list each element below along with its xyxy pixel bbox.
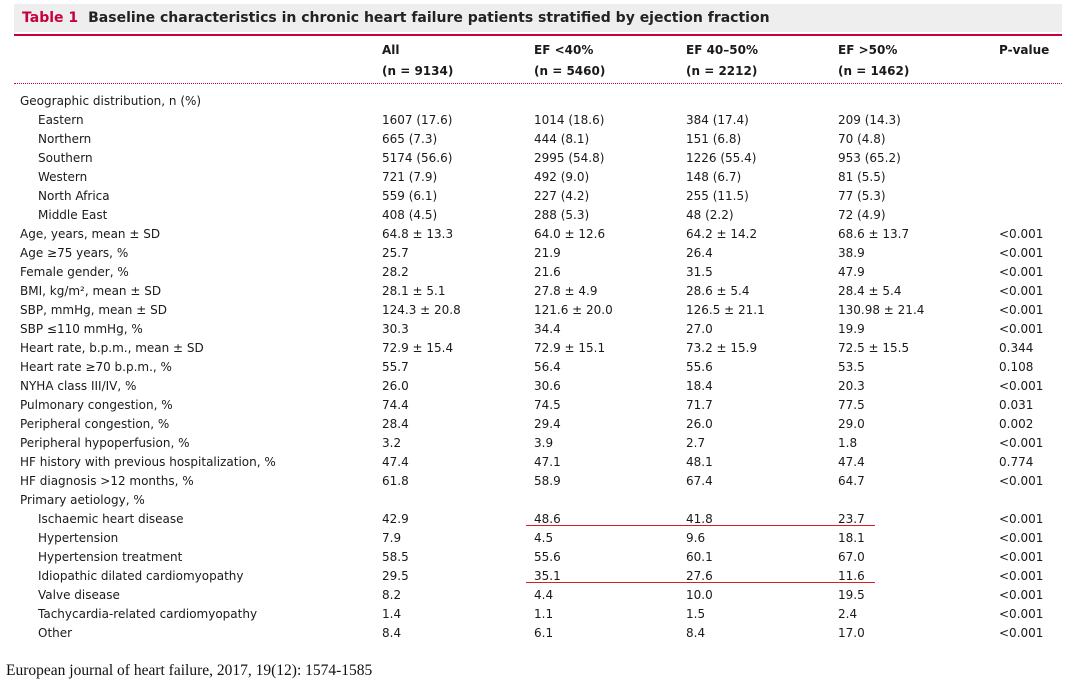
cell-p-value: <0.001: [999, 246, 1044, 260]
cell-ef-low: 48.6: [534, 512, 561, 526]
cell-ef-low: 30.6: [534, 379, 561, 393]
cell-ef-mid: 71.7: [686, 398, 713, 412]
cell-ef-high: 64.7: [838, 474, 865, 488]
cell-ef-high: 130.98 ± 21.4: [838, 303, 925, 317]
cell-all: 8.4: [382, 626, 402, 640]
row-label: Pulmonary congestion, %: [20, 398, 173, 412]
column-header-name: P-value: [999, 43, 1050, 57]
cell-all: 72.9 ± 15.4: [382, 341, 454, 355]
cell-ef-high: 67.0: [838, 550, 865, 564]
cell-p-value: <0.001: [999, 512, 1044, 526]
table-row: [0, 282, 1072, 301]
cell-ef-high: 47.9: [838, 265, 865, 279]
cell-ef-high: 72 (4.9): [838, 208, 886, 222]
cell-ef-low: 34.4: [534, 322, 561, 336]
cell-ef-low: 227 (4.2): [534, 189, 590, 203]
row-label: BMI, kg/m², mean ± SD: [20, 284, 162, 298]
cell-ef-mid: 8.4: [686, 626, 706, 640]
cell-ef-mid: 151 (6.8): [686, 132, 742, 146]
cell-all: 8.2: [382, 588, 402, 602]
table-row: [0, 339, 1072, 358]
highlight-underline-ischaemic: [526, 525, 875, 526]
row-label: NYHA class III/IV, %: [20, 379, 137, 393]
cell-ef-low: 21.6: [534, 265, 561, 279]
cell-all: 1607 (17.6): [382, 113, 453, 127]
table-row: [0, 472, 1072, 491]
cell-ef-mid: 60.1: [686, 550, 713, 564]
cell-ef-high: 18.1: [838, 531, 865, 545]
cell-ef-low: 55.6: [534, 550, 561, 564]
row-label: HF diagnosis >12 months, %: [20, 474, 194, 488]
cell-ef-mid: 1226 (55.4): [686, 151, 757, 165]
citation: European journal of heart failure, 2017, 19(12): 1574-1585: [6, 662, 373, 679]
cell-ef-low: 27.8 ± 4.9: [534, 284, 598, 298]
cell-ef-high: 70 (4.8): [838, 132, 886, 146]
cell-all: 408 (4.5): [382, 208, 438, 222]
row-label: HF history with previous hospitalization, %: [20, 455, 276, 469]
cell-ef-low: 21.9: [534, 246, 561, 260]
cell-all: 665 (7.3): [382, 132, 438, 146]
cell-ef-low: 58.9: [534, 474, 561, 488]
cell-ef-mid: 27.6: [686, 569, 713, 583]
cell-all: 29.5: [382, 569, 409, 583]
cell-ef-low: 444 (8.1): [534, 132, 590, 146]
column-header-name: EF >50%: [838, 43, 898, 57]
cell-p-value: 0.108: [999, 360, 1034, 374]
title-rule: [14, 34, 1062, 36]
highlight-underline-idiopathic: [526, 582, 875, 583]
cell-ef-mid: 10.0: [686, 588, 713, 602]
cell-ef-mid: 73.2 ± 15.9: [686, 341, 758, 355]
table-row: [0, 263, 1072, 282]
cell-ef-high: 81 (5.5): [838, 170, 886, 184]
cell-all: 42.9: [382, 512, 409, 526]
cell-all: 26.0: [382, 379, 409, 393]
row-label: Heart rate, b.p.m., mean ± SD: [20, 341, 204, 355]
cell-ef-high: 77.5: [838, 398, 865, 412]
cell-p-value: 0.774: [999, 455, 1034, 469]
cell-ef-mid: 28.6 ± 5.4: [686, 284, 750, 298]
cell-ef-low: 3.9: [534, 436, 554, 450]
cell-p-value: <0.001: [999, 569, 1044, 583]
table-row: [0, 187, 1072, 206]
cell-ef-low: 121.6 ± 20.0: [534, 303, 613, 317]
table-row: [0, 206, 1072, 225]
row-label: SBP, mmHg, mean ± SD: [20, 303, 167, 317]
cell-ef-high: 53.5: [838, 360, 865, 374]
cell-p-value: <0.001: [999, 379, 1044, 393]
column-header-n: (n = 2212): [686, 64, 758, 78]
cell-p-value: <0.001: [999, 303, 1044, 317]
row-label: Primary aetiology, %: [20, 493, 145, 507]
table-row: [0, 586, 1072, 605]
row-label: Middle East: [38, 208, 108, 222]
cell-ef-low: 64.0 ± 12.6: [534, 227, 606, 241]
cell-p-value: 0.344: [999, 341, 1034, 355]
cell-ef-high: 17.0: [838, 626, 865, 640]
cell-ef-low: 4.5: [534, 531, 554, 545]
column-header-p-value: [999, 40, 1049, 61]
row-label: Tachycardia-related cardiomyopathy: [38, 607, 258, 621]
row-label: SBP ≤110 mmHg, %: [20, 322, 143, 336]
cell-ef-mid: 148 (6.7): [686, 170, 742, 184]
cell-p-value: <0.001: [999, 436, 1044, 450]
cell-ef-high: 209 (14.3): [838, 113, 901, 127]
table-row: [0, 529, 1072, 548]
cell-all: 30.3: [382, 322, 409, 336]
cell-ef-high: 77 (5.3): [838, 189, 886, 203]
cell-ef-mid: 48.1: [686, 455, 713, 469]
cell-ef-low: 56.4: [534, 360, 561, 374]
table-row: [0, 434, 1072, 453]
cell-ef-low: 4.4: [534, 588, 554, 602]
table-row: [0, 358, 1072, 377]
cell-ef-low: 1.1: [534, 607, 554, 621]
column-header-name: EF <40%: [534, 43, 594, 57]
column-header-ef-mid: [686, 40, 758, 82]
cell-ef-mid: 26.0: [686, 417, 713, 431]
cell-ef-low: 2995 (54.8): [534, 151, 605, 165]
cell-ef-mid: 27.0: [686, 322, 713, 336]
cell-ef-low: 47.1: [534, 455, 561, 469]
cell-ef-mid: 126.5 ± 21.1: [686, 303, 765, 317]
table-row: [0, 510, 1072, 529]
column-header-name: All: [382, 43, 400, 57]
cell-all: 1.4: [382, 607, 402, 621]
column-header-name: EF 40–50%: [686, 43, 758, 57]
cell-ef-high: 20.3: [838, 379, 865, 393]
cell-ef-high: 29.0: [838, 417, 865, 431]
cell-all: 55.7: [382, 360, 409, 374]
cell-p-value: <0.001: [999, 626, 1044, 640]
header-divider: [14, 83, 1062, 84]
row-label: Southern: [38, 151, 93, 165]
cell-p-value: <0.001: [999, 227, 1044, 241]
cell-ef-high: 2.4: [838, 607, 858, 621]
row-label: Ischaemic heart disease: [38, 512, 184, 526]
cell-ef-low: 72.9 ± 15.1: [534, 341, 606, 355]
cell-ef-high: 23.7: [838, 512, 865, 526]
column-header-n: (n = 9134): [382, 64, 454, 78]
cell-all: 28.2: [382, 265, 409, 279]
cell-ef-mid: 64.2 ± 14.2: [686, 227, 758, 241]
row-label: Hypertension treatment: [38, 550, 183, 564]
cell-ef-low: 1014 (18.6): [534, 113, 605, 127]
row-label: Age ≥75 years, %: [20, 246, 129, 260]
cell-ef-mid: 31.5: [686, 265, 713, 279]
column-header-all: [382, 40, 453, 82]
cell-all: 559 (6.1): [382, 189, 438, 203]
row-label: Eastern: [38, 113, 84, 127]
table-row: [0, 149, 1072, 168]
table-row: [0, 415, 1072, 434]
cell-p-value: <0.001: [999, 588, 1044, 602]
cell-all: 61.8: [382, 474, 409, 488]
column-header-n: (n = 5460): [534, 64, 606, 78]
table-row: [0, 92, 1072, 111]
row-label: Idiopathic dilated cardiomyopathy: [38, 569, 244, 583]
cell-ef-mid: 48 (2.2): [686, 208, 734, 222]
table-row: [0, 377, 1072, 396]
cell-ef-low: 6.1: [534, 626, 554, 640]
table-row: [0, 244, 1072, 263]
table-title-bar: [14, 4, 1062, 32]
cell-ef-mid: 255 (11.5): [686, 189, 749, 203]
cell-ef-low: 35.1: [534, 569, 561, 583]
cell-p-value: <0.001: [999, 265, 1044, 279]
cell-all: 721 (7.9): [382, 170, 438, 184]
cell-all: 74.4: [382, 398, 409, 412]
row-label: Peripheral hypoperfusion, %: [20, 436, 190, 450]
row-label: Western: [38, 170, 88, 184]
table-row: [0, 605, 1072, 624]
cell-ef-mid: 26.4: [686, 246, 713, 260]
table-row: [0, 320, 1072, 339]
row-label: North Africa: [38, 189, 110, 203]
cell-ef-mid: 2.7: [686, 436, 706, 450]
cell-p-value: 0.002: [999, 417, 1034, 431]
row-label: Northern: [38, 132, 92, 146]
row-label: Geographic distribution, n (%): [20, 94, 202, 108]
row-label: Hypertension: [38, 531, 119, 545]
cell-p-value: <0.001: [999, 531, 1044, 545]
column-header-n: (n = 1462): [838, 64, 910, 78]
cell-ef-mid: 67.4: [686, 474, 713, 488]
cell-ef-high: 68.6 ± 13.7: [838, 227, 910, 241]
cell-p-value: <0.001: [999, 607, 1044, 621]
row-label: Other: [38, 626, 73, 640]
table-row: [0, 130, 1072, 149]
row-label: Age, years, mean ± SD: [20, 227, 161, 241]
cell-ef-high: 11.6: [838, 569, 865, 583]
column-header-ef-low: [534, 40, 605, 82]
cell-all: 47.4: [382, 455, 409, 469]
cell-all: 64.8 ± 13.3: [382, 227, 454, 241]
cell-ef-mid: 18.4: [686, 379, 713, 393]
row-label: Heart rate ≥70 b.p.m., %: [20, 360, 172, 374]
cell-all: 5174 (56.6): [382, 151, 453, 165]
cell-all: 28.4: [382, 417, 409, 431]
table-row: [0, 301, 1072, 320]
cell-ef-high: 1.8: [838, 436, 858, 450]
cell-ef-mid: 384 (17.4): [686, 113, 749, 127]
table-row: [0, 548, 1072, 567]
cell-ef-mid: 55.6: [686, 360, 713, 374]
column-header-ef-high: [838, 40, 909, 82]
row-label: Valve disease: [38, 588, 120, 602]
cell-ef-low: 74.5: [534, 398, 561, 412]
cell-ef-mid: 1.5: [686, 607, 706, 621]
table-row: [0, 491, 1072, 510]
cell-all: 7.9: [382, 531, 402, 545]
cell-ef-high: 19.5: [838, 588, 865, 602]
table-row: [0, 624, 1072, 643]
cell-p-value: <0.001: [999, 474, 1044, 488]
table-row: [0, 567, 1072, 586]
table-label: Table 1: [22, 10, 79, 26]
cell-ef-low: 288 (5.3): [534, 208, 590, 222]
cell-all: 124.3 ± 20.8: [382, 303, 461, 317]
cell-all: 25.7: [382, 246, 409, 260]
cell-ef-high: 47.4: [838, 455, 865, 469]
cell-ef-high: 72.5 ± 15.5: [838, 341, 910, 355]
cell-ef-high: 28.4 ± 5.4: [838, 284, 902, 298]
row-label: Female gender, %: [20, 265, 129, 279]
cell-ef-low: 492 (9.0): [534, 170, 590, 184]
table-row: [0, 396, 1072, 415]
cell-ef-mid: 41.8: [686, 512, 713, 526]
cell-ef-high: 38.9: [838, 246, 865, 260]
cell-all: 3.2: [382, 436, 402, 450]
cell-ef-high: 19.9: [838, 322, 865, 336]
cell-ef-mid: 9.6: [686, 531, 706, 545]
table-row: [0, 225, 1072, 244]
table-row: [0, 168, 1072, 187]
table-row: [0, 453, 1072, 472]
cell-p-value: 0.031: [999, 398, 1034, 412]
row-label: Peripheral congestion, %: [20, 417, 170, 431]
cell-ef-high: 953 (65.2): [838, 151, 901, 165]
table-title: Baseline characteristics in chronic heart failure patients stratified by ejection fraction: [88, 10, 770, 26]
cell-p-value: <0.001: [999, 322, 1044, 336]
cell-all: 58.5: [382, 550, 409, 564]
cell-ef-low: 29.4: [534, 417, 561, 431]
table-row: [0, 111, 1072, 130]
cell-p-value: <0.001: [999, 550, 1044, 564]
cell-p-value: <0.001: [999, 284, 1044, 298]
cell-all: 28.1 ± 5.1: [382, 284, 446, 298]
